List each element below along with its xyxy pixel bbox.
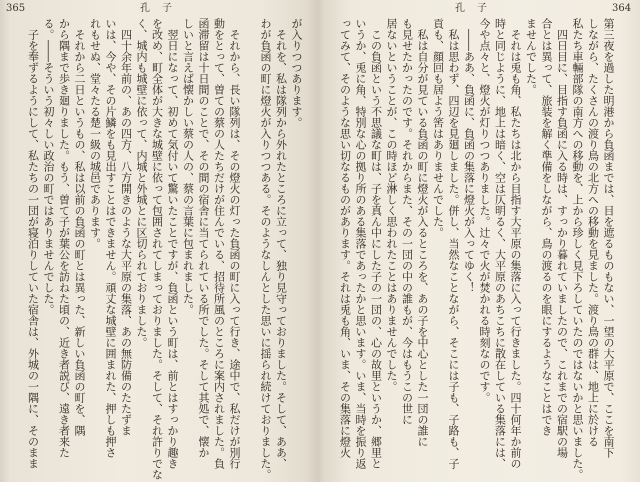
text-line: ませんでした。	[524, 18, 538, 95]
text-line: それを、私は隊列から外れたところに立って、独り見守っておりました。そして、ああ、	[274, 18, 288, 469]
text-line: 今や点々と、燈火が灯りつつありました。辻々で火が焚かれる時刻なのです。	[478, 18, 491, 403]
text-line: 翌日になって、初めて気付いて驚いたことですが、負函という町は、前とはすっかり趣き	[166, 18, 179, 469]
text-line: を改め、町全体が大きな城壁に依って包囲されてしまっておりました。そして、それ許りでな	[150, 18, 164, 480]
text-line: る。――そういう初々しい政治の町ではありませんでした。	[42, 18, 55, 315]
right-page-body-text	[337, 18, 616, 482]
running-head: 孔 子	[140, 3, 173, 14]
text-line: れもせぬ、堂々たる楚一級の城邑であります。	[88, 18, 102, 249]
text-line: それは兎も角、私たちは北から目指す大平原の集落に入って行きました。四十何年か前の	[509, 18, 522, 469]
text-line: 四日目に、目指す負函に入る時は、すっかり暮れていましたので、これまでの宿駅の場	[555, 18, 569, 458]
text-line: 函滞留は十日間のことで、その間の宿舎に当てられている所でした。そして其処で、懐か	[197, 18, 210, 458]
text-line: しながら、たくさんの渡り鳥の北方への移動を見ました。渡り鳥の群は、地上に於ける	[586, 18, 600, 447]
text-line: わが負函の町に燈火が入りつつある。そのようなしんとした思いに揺られ続けておりました。	[259, 18, 272, 480]
left-page-body-text	[25, 18, 304, 482]
text-line: それから二日というもの、私は以前の負函の町とは異った、新しい負函の町を、隅	[73, 18, 86, 436]
text-line: ってみて、そのような思い切なるものがあります。それは兎も角、いま、その集落に燈火	[338, 18, 352, 458]
text-line: 私は自分が見ている負函の町に燈火が入るところを、あの子を中心とした一団の誰に	[416, 18, 429, 447]
text-line: 私は思わず、四辺を見廻しました。併し、当然なことながら、そこには子も、子路も、子	[447, 18, 460, 469]
text-line: 合とは異って、旅装を解く準備をしながら、鳥の渡るのを眼にするようなことはでき	[540, 18, 553, 436]
left-page	[0, 0, 318, 482]
text-line: 四十余年前の、あの四方、八方開きのような大平原の集落、あの無防備のたたずま	[119, 18, 133, 436]
page-number: 365	[6, 3, 26, 14]
text-line: も見せたかったのです。それからまた、その一団の中の誰もが、今はもうこの世に	[400, 18, 414, 425]
text-line: ――ああ、負函に、負函の集落に燈火が入ってゆく！	[462, 18, 476, 293]
text-line: それから、長い隊列は、その燈火の灯った負函の町に入って行き、途中で、私だけが別行	[228, 18, 241, 469]
text-line: いうか、兎に角、特別な心の拠り所のある集落であったかと思います。いま、当時を振り返	[354, 18, 367, 469]
text-line: いは、今や、その片鱗をも見出すことはできません。頑丈な城壁に囲まれた、押しも押さ	[104, 18, 117, 458]
right-page	[322, 0, 640, 482]
text-line: 第三夜を過した明港から負函までは、目を遮るものもない、一望の大平原で、ここを南下	[602, 18, 615, 458]
text-line: 私たち車輛部隊の南方への移動を、上から珍しく見下ろしていたのではないかと思いました。	[571, 18, 584, 480]
text-line: 時と同じように、地上は暗く、空は仄明るく、大平原のあちこちに散在している集落には、	[493, 18, 507, 469]
section-break	[242, 18, 258, 482]
text-line: 動をとって、曽ての蔡の人たちだけが住んでいる、招待所風のところに案内されました。負	[212, 18, 226, 469]
text-line: この負函という不思議な町は、子を真ん中にした子の一団の、心の故里というか、郷里と	[369, 18, 383, 469]
text-line: が入りつつあります。	[290, 18, 303, 128]
text-line: から隅まで歩き廻りました。もう、曽て子が葉公を訪ねた頃の、近き者説び、遠き者来た	[57, 18, 71, 458]
text-line: 貢も、顔回も居よう筈はありませんでした。	[431, 18, 445, 238]
page-number: 364	[612, 3, 632, 14]
text-line: く、城内も城壁に依って、内城と外城とに区切られておりました。	[135, 18, 148, 348]
text-line: しいと言えば懐かしい蔡の人の、蔡の言葉に包まれました。	[181, 18, 195, 315]
text-line: 子を奉ずるようにして、私たちの一団が寝泊りしていた宿舎は、外城の一隅に、そのまま	[26, 18, 40, 469]
running-head: 孔 子	[455, 3, 488, 14]
text-line: 居ないということが、この時ほど淋しく思われたことはありませんでした。	[385, 18, 398, 392]
